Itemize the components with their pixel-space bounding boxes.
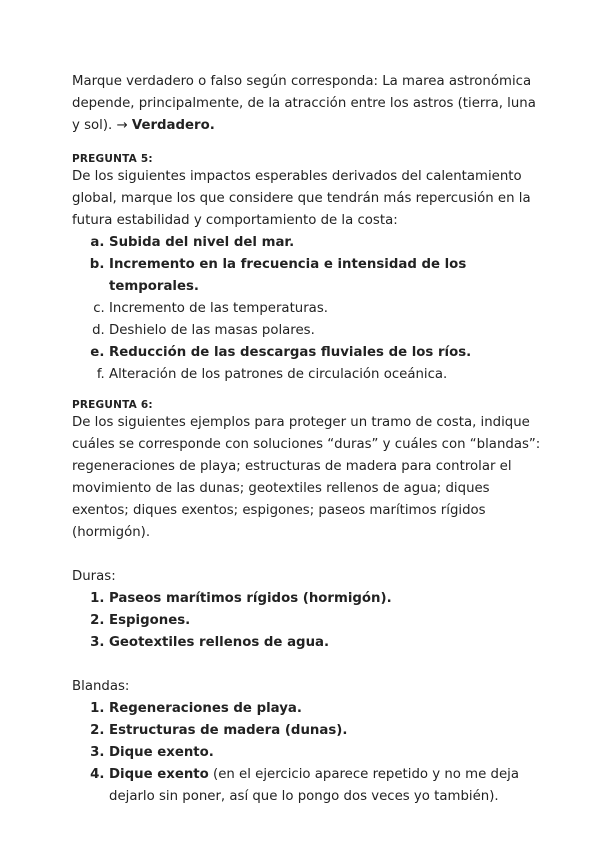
option-f: f. Alteración de los patrones de circulación oceánica. (109, 364, 542, 386)
blandas-item: 3. Dique exento. (109, 742, 542, 764)
blandas-last-bold: Dique exento (109, 767, 209, 782)
intro-paragraph (72, 71, 542, 137)
blandas-item-with-note (109, 764, 542, 808)
question-6-heading: PREGUNTA 6: (72, 399, 153, 411)
blandas-last-note: (en el ejercicio aparece repetido y no me deja dejarlo sin poner, así que lo pongo dos veces yo también). (109, 767, 519, 804)
option-e: e. Reducción de las descargas fluviales de los ríos. (109, 342, 542, 364)
option-a: a. Subida del nivel del mar. (109, 232, 542, 254)
option-b: b. Incremento en la frecuencia e intensidad de los temporales. (109, 254, 542, 298)
duras-item: 2. Espigones. (109, 610, 542, 632)
option-c: c. Incremento de las temperaturas. (109, 298, 542, 320)
blandas-list (72, 698, 542, 808)
question-5-heading: PREGUNTA 5: (72, 153, 153, 165)
duras-item: 3. Geotextiles rellenos de agua. (109, 632, 542, 654)
duras-list (72, 588, 542, 654)
question-5-options (72, 232, 542, 386)
document-page (72, 71, 542, 808)
duras-item: 1. Paseos marítimos rígidos (hormigón). (109, 588, 542, 610)
blandas-label: Blandas: (72, 679, 130, 694)
option-d: d. Deshielo de las masas polares. (109, 320, 542, 342)
question-5-text: De los siguientes impactos esperables derivados del calentamiento global, marque los que considere que tendrán más repercusión en la futura estabilidad y comportamiento de la costa: (72, 169, 531, 228)
duras-label: Duras: (72, 569, 116, 584)
question-6-text: De los siguientes ejemplos para proteger un tramo de costa, indique cuáles se corresponde con soluciones “duras” y cuáles con “blandas”: regeneraciones de playa; estructuras de madera para controlar el movimiento de las dunas; geotextiles rellenos de agua; diques exentos; diques exentos; espigones; paseos marítimos rígidos (hormigón). (72, 415, 541, 540)
blandas-item: 2. Estructuras de madera (dunas). (109, 720, 542, 742)
intro-text: Marque verdadero o falso según corresponda: La marea astronómica depende, principalmente, de la atracción entre los astros (tierra, luna y sol). → (72, 74, 536, 133)
intro-answer: Verdadero. (131, 118, 215, 133)
blandas-item: 1. Regeneraciones de playa. (109, 698, 542, 720)
